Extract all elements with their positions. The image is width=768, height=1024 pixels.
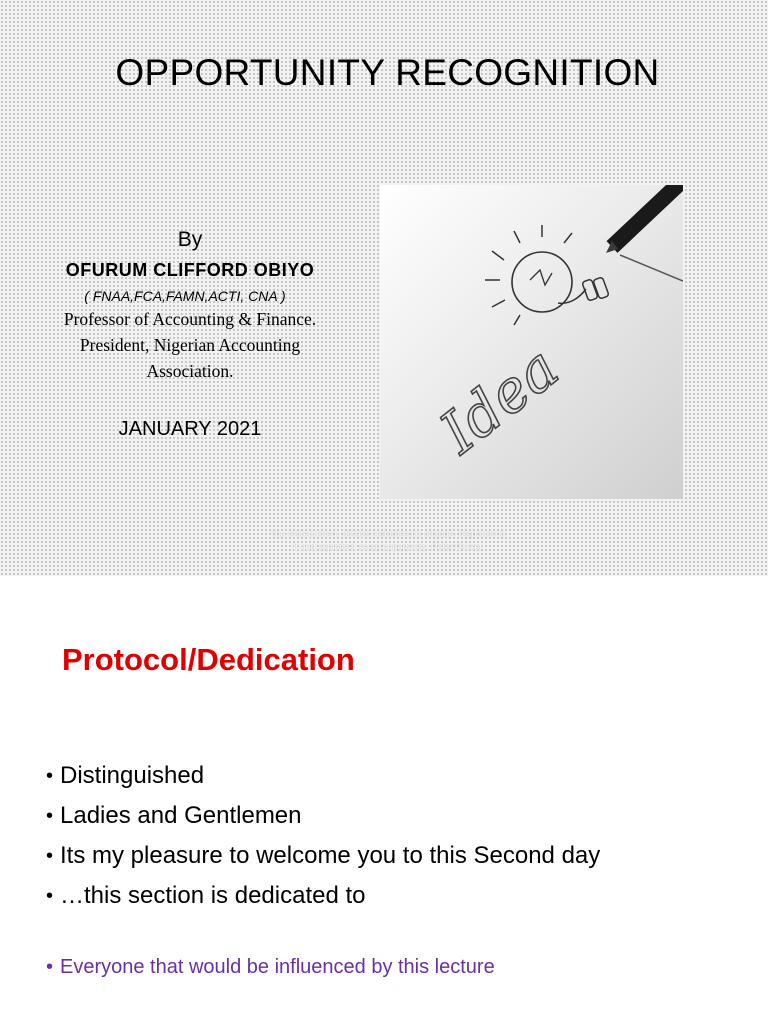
- list-item: [46, 796, 600, 836]
- bullet-icon: •: [46, 885, 54, 907]
- sub-bullet-text: Everyone that would be influenced by this lecture: [60, 956, 495, 978]
- quote-text: The entrepreneur always searches for change, responds to it and exploits it as an opportunity. Peter Druker: [270, 529, 506, 552]
- idea-word: Idea: [427, 333, 572, 467]
- sub-bullet: [46, 956, 495, 979]
- presentation-date: JANUARY 2021: [118, 418, 262, 440]
- role-line: Professor of Accounting & Finance.: [63, 309, 317, 329]
- author-credentials: ( FNAA,FCA,FAMN,ACTI, CNA ): [84, 288, 286, 304]
- bullet-text: Ladies and Gentlemen: [60, 802, 302, 829]
- author-role: [20, 306, 360, 384]
- list-item: [46, 836, 600, 876]
- bullet-text: …this section is dedicated to: [60, 882, 366, 909]
- lightbulb-icon: [380, 185, 683, 499]
- slide-title: OPPORTUNITY RECOGNITION: [115, 52, 660, 93]
- bullet-list: [46, 756, 600, 916]
- slide-protocol-dedication: [0, 576, 768, 1024]
- list-item: [46, 876, 600, 916]
- list-item: [46, 756, 600, 796]
- bullet-icon: •: [46, 956, 54, 978]
- author-name: OFURUM CLIFFORD OBIYO: [65, 260, 315, 280]
- slide-title: Protocol/Dedication: [62, 642, 355, 677]
- idea-lightbulb-sketch-image: [380, 185, 683, 499]
- bullet-icon: •: [46, 845, 54, 867]
- by-label: By: [177, 228, 203, 251]
- role-line: Association.: [146, 361, 234, 381]
- bullet-icon: •: [46, 805, 54, 827]
- bullet-text: Distinguished: [60, 762, 205, 789]
- bullet-text: Its my pleasure to welcome you to this Second day: [60, 842, 601, 869]
- bullet-icon: •: [46, 765, 54, 787]
- role-line: President, Nigerian Accounting: [79, 335, 301, 355]
